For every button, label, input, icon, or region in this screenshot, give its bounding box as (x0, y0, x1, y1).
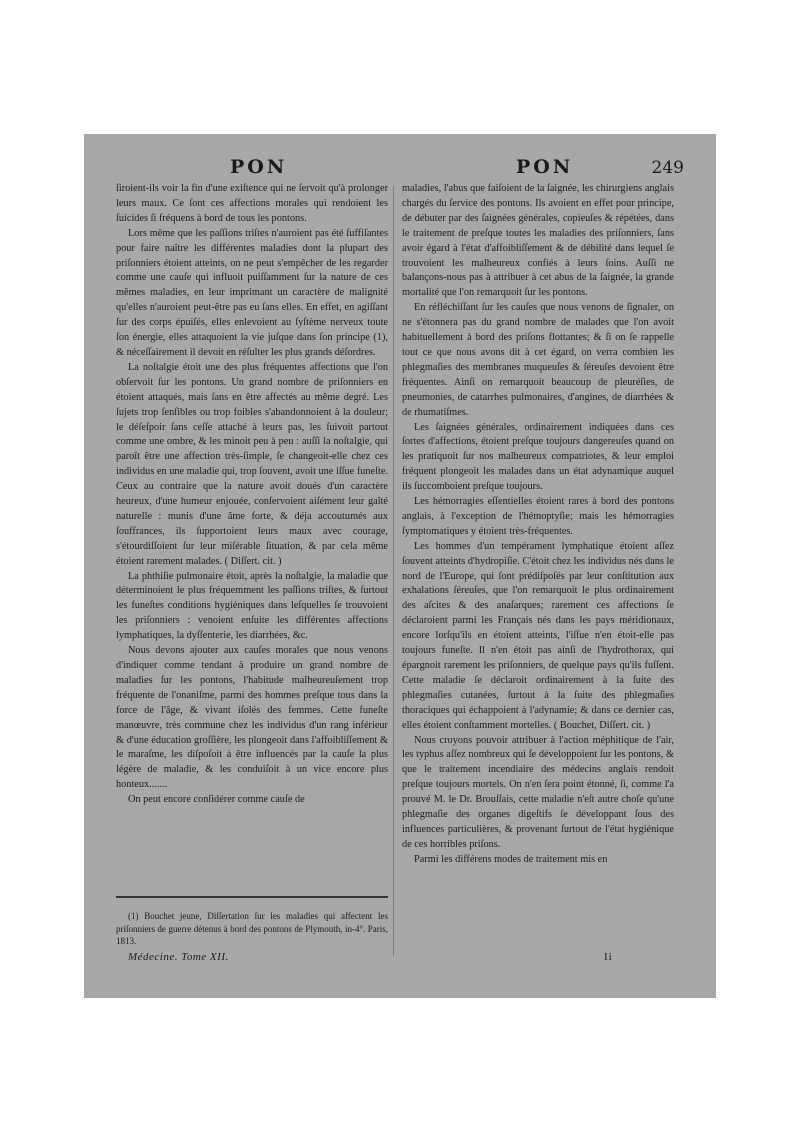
running-head-left: PON (230, 156, 288, 178)
page-number: 249 (651, 158, 684, 178)
paragraph: En réfléchiſſant ſur les cauſes que nous venons de ſignaler, on ne s'étonnera pas du grand nombre de malades que l'on avoit habituellement à bord des priſons flottantes; & ſi on ſe rappelle tout ce que nous avons dit à cet égard, on verra combien les phlegmaſies des membranes muqueuſes & ſéreuſes devoient être fréquentes. Ainſi on remarquoit beaucoup de pleuréſies, de pneumonies, de catarrhes pulmonaires, d'angines, de diarrhées & de rhumatiſmes. (402, 302, 674, 418)
scanned-page (84, 134, 716, 998)
paragraph: La phthiſie pulmonaire étoit, après la noſtalgie, la maladie que déterminoient le plus fréquemment les paſſions triſtes, & ſurtout les funeſtes conditions hygiéniques dans leſquelles ſe trouvoient les priſonniers : venoient enſuite les différentes affections lymphatiques, la dyſſenterie, les diarrhées, &c. (116, 570, 388, 642)
paragraph: maladies, l'abus que faiſoient de la ſaignée, les chirurgiens anglais chargés du ſervice des pontons. Ils avoient en effet pour principe, de débuter par des ſaignées générales, copieuſes & répétées, dans le traitement de preſque toutes les maladies des priſonniers, ſans avoir égard à l'état d'affoibliſſement & de débilité dans lequel ſe trouvoient les malheureux confiés à leurs ſoins. Auſſi ne balançons-nous pas à attribuer à cet abus de la ſaignée, la grande mortalité que l'on remarquoit ſur les pontons. (402, 183, 674, 299)
signature-mark: Ii (604, 951, 613, 963)
paragraph: Les ſaignées générales, ordinairement indiquées dans ces ſortes d'affections, étoient preſque toujours dangereuſes quand on les pratiquoit ſur nos malheureux compatriotes, & leur emploi fréquent plongeoit les malades dans un état adynamique auquel ils ſuccomboient preſque toujours. (402, 421, 674, 493)
paragraph: Les hommes d'un tempérament lymphatique étoient aſſez ſouvent atteints d'hydropiſie. C'étoit chez les individus nés dans le nord de l'Europe, qui ſont prédiſpoſés par leur conſtitution aux exhalations ſéreuſes, que l'on remarquoit le plus ordinairement des aſcites & des anaſarques; rarement ces affections ſe déclaroient parmi les Français nés dans les pays méridionaux, encore lorſqu'ils en étoient atteints, l'iſſue n'en étoit-elle pas toujours funeſte. Il n'en étoit pas ainſi de l'hydrothorax, qui épargnoit rarement les priſonniers, de quelque pays qu'ils fuſſent. Cette maladie ſe déclaroit ordinairement à la ſuite des phlegmaſies cutanées, ſurtout à la ſuite des phlegmaſies thoraciques qui échappoient à l'adynamie; & dans ce dernier cas, elles étoient conſtamment mortelles. ( Bouchet, Diſſert. cit. ) (402, 540, 674, 731)
footnote-text: (1) Bouchet jeune, Diſſertation ſur les maladies qui affectent les priſonniers de guerre détenus à bord des pontons de Plymouth, in-4°. Paris, 1813. (116, 911, 388, 947)
book-page (84, 134, 716, 998)
paragraph: ſiroient-ils voir la fin d'une exiſtence qui ne ſervoit qu'à prolonger leurs maux. Ce ſont ces affections morales qui rendoient les ſuicides ſi fréquens à bord de tous les pontons. (116, 183, 388, 224)
paragraph: Nous croyons pouvoir attribuer à l'action méphitique de l'air, les typhus aſſez nombreux qui ſe développoient ſur les pontons, & que le traitement incendiaire des médecins anglais rendoit preſque toujours mortels. On n'en ſera point étonné, ſi, comme l'a prouvé M. le Dr. Brouſſais, cette maladie n'eſt autre choſe qu'une phlegmaſie des organes digeſtifs ſe développant ſous des influences particulières, & provenant ſurtout de l'état hygiénique de ces horribles priſons. (402, 734, 674, 850)
right-column (402, 182, 674, 868)
paragraph: La noſtalgie étoit une des plus fréquentes affections que l'on obſervoit ſur les pontons. Un grand nombre de priſonniers en étoient attaqués, mais ſans en être affectés au même degré. Les ſujets trop ſenſibles ou trop foibles s'abandonnoient à la douleur; le déſeſpoir ſans ceſſe attaché à leurs pas, les ſuivoit partout comme une ombre, & les minoit peu à peu : auſſi la noſtalgie, qui paroît être une affection très-ſimple, ſe changeoit-elle chez ces individus en une maladie qui, trop ſouvent, avoit une iſſue funeſte. Ceux au contraire que la nature avoit doués d'un caractère heureux, d'une humeur enjouée, conſervoient aiſément leur gaîté naturelle : munis d'une âme forte, & déja accoutumés aux ſouffrances, ils ſupportoient leurs maux avec courage, s'étourdiſſoient ſur leur miſérable ſituation, & par cela même étoient rarement malades. ( Diſſert. cit. ) (116, 361, 388, 567)
footnote (116, 910, 388, 948)
paragraph: Nous devons ajouter aux cauſes morales que nous venons d'indiquer comme tendant à produire un grand nombre de maladies ſur les pontons, l'habitude malheureuſement trop fréquente de l'onaniſme, parmi des hommes preſque tous dans la force de l'âge, & vivant iſolés des femmes. Cette funeſte manœuvre, très commune chez les individus d'un rang inférieur & d'une éducation groſſière, les plongeoit dans l'affoibliſſement & le maraſme, les diſpoſoit à être influencés par la cauſe la plus légère de maladie, & les conduiſoit à un vice encore plus honteux....... (116, 645, 388, 791)
paragraph: Lors même que les paſſions triſtes n'auroient pas été ſuffiſantes pour faire naître les différentes maladies dont la plupart des priſonniers étoient atteints, on ne peut s'empêcher de les regarder comme une cauſe qui influoit puiſſamment ſur la nature de ces mêmes maladies, en leur imprimant un caractère de malignité qu'elles n'auroient peut-être pas eu ſans elles. En effet, en agiſſant ſur des corps épuiſés, elles enlevoient au ſyſtème nerveux toute ſon énergie, elles attaquoient la vie juſque dans ſon principe (1), & néceſſairement il devoit en réſulter les plus grands déſordres. (116, 227, 388, 358)
paragraph: Parmi les différens modes de traitement mis en (414, 853, 608, 865)
footnote-rule (116, 896, 388, 898)
paragraph: On peut encore conſidérer comme cauſe de (128, 794, 305, 806)
column-divider (393, 186, 394, 956)
left-column (116, 182, 388, 808)
signature-line: Médecine. Tome XII. (128, 951, 229, 963)
running-head-right: PON (516, 156, 574, 178)
paragraph: Les hémorragies eſſentielles étoient rares à bord des pontons anglais, à l'exception de l'hémoptyſie; mais les hémorragies ſymptomatiques y étoient très-fréquentes. (402, 496, 674, 537)
